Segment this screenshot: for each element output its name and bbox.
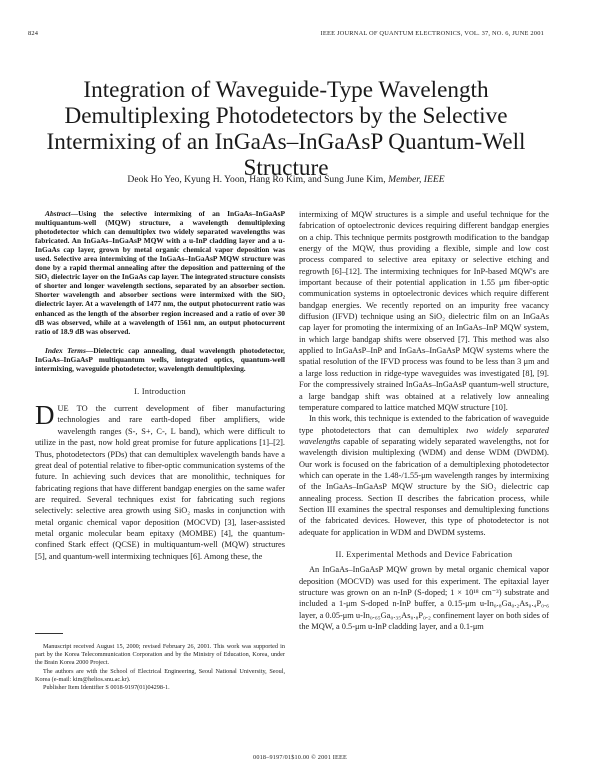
- author-line: [28, 174, 544, 185]
- drop-cap: D: [35, 400, 55, 431]
- copyright-footer: 0018–9197/01$10.00 © 2001 IEEE: [253, 754, 347, 761]
- methods-paragraph-1: An InGaAs–InGaAsP MQW grown by metal organic chemical vapor deposition (MOCVD) was used for this experiment. The epitaxial layer structure was grown on an n-InP (S-doped; 1 × 10¹⁸ cm⁻³) substrate and included a 1-μm S-doped n-InP buffer, a 0.15-μm u-In₀.₈Ga₀.₂As₀.₄P₀.₆ layer, a 0.05-μm u-In₀.₆₅Ga₀.₃₅As₀.₈P₀.₂ confinement layer on both sides of the MQW, a 0.5-μm u-InP cladding layer, and a 0.1-μm: [299, 565, 549, 632]
- intro-paragraph-3-emphasis: two widely separated wavelengths: [299, 425, 549, 446]
- section-heading-introduction: I. Introduction: [134, 386, 186, 396]
- abstract: [35, 209, 285, 336]
- footnote-publisher-id: Publisher Item Identifier S 0018-9197(01)04298-1.: [43, 684, 170, 692]
- section-heading-methods: II. Experimental Methods and Device Fabrication: [335, 549, 513, 559]
- abstract-label: Abstract—: [45, 209, 79, 218]
- intro-paragraph-3-start: In this work, this technique is extended to the fabrication of waveguide type photodetectors that can demultiplex: [299, 414, 549, 435]
- footnote-affiliation: The authors are with the School of Electrical Engineering, Seoul National University, Seoul, Korea (e-mail: kim@helios.snu.ac.kr).: [35, 667, 285, 683]
- paper-title: Integration of Waveguide-Type Wavelength Demultiplexing Photodetectors by the Selective Intermixing of an InGaAs–InGaAsP Quantum-Well Structure: [46, 76, 526, 182]
- page-number: 824: [28, 30, 39, 37]
- author-names: Deok Ho Yeo, Kyung H. Yoon, Hang Ro Kim, and Sung June Kim,: [127, 174, 386, 185]
- footnotes: [35, 643, 285, 692]
- footnote-manuscript: Manuscript received August 15, 2000; revised February 26, 2001. This work was supported in part by the Korea Telecommunication Corporation and by the Ministry of Education, Korea, under the Brain Korea 2000 Project.: [35, 643, 285, 667]
- intro-paragraph-1-text: UE TO the current development of fiber manufacturing technologies and rare earth-doped fiber amplifiers, wide wavelength ranges (S-, S+, C-, L band), which were difficult to utilize in the past, now hold great promise for future applications [1]–[2]. Thus, photodetectors (PDs) that can demultiplex wavelength bands have a great deal of potential relative to fiber-optic communication systems of the future. In achieving such devices that are monolithic, techniques for fabricating regions that have different bandgap energies on the same wafer are required. Several techniques exist for fabricating such regions selectively: selective area growth using SiO₂ masks in conjunction with metal organic chemical vapor deposition (MOCVD) [3], laser-assisted metal organic molecular beam epitaxy (MOMBE) [4], the quantum-confined Stark effect (QCSE) in multiquantum-well (MQW) structures [5], and quantum-well intermixing techniques [6]. Among these, the: [35, 404, 285, 561]
- index-terms-text: Dielectric cap annealing, dual wavelength photodetector, InGaAs–InGaAsP multiquantum wells, integrated optics, quantum-well intermixing, waveguide photodetector, wavelength demultiplexing.: [35, 345, 285, 373]
- left-column: [35, 209, 285, 562]
- index-terms: [35, 346, 285, 373]
- index-terms-label: Index Terms—: [45, 345, 94, 355]
- footnote-divider: [35, 633, 63, 634]
- journal-header: IEEE JOURNAL OF QUANTUM ELECTRONICS, VOL. 37, NO. 6, JUNE 2001: [320, 30, 544, 37]
- intro-paragraph-2: intermixing of MQW structures is a simple and useful technique for the fabrication of optoelectronic devices requiring different bandgap energies on a chip. This technique permits postgrowth modification to the bandgap energy of the MQW, thus providing a flexible, simple and low cost process compared to selective area epitaxy or selective etching and regrowth [6]–[12]. The intermixing techniques for InP-based MQW's are important because of their potential application in 1.55 μm fiber-optic communication systems in optoelectronic devices which require different bandgap energies. We recently reported on an impurity free vacancy diffusion (IFVD) technique using an SiO₂ dielectric film on an InGaAs cap layer for promoting the intermixing of an InGaAs–InP MQW system, in which large bandgap shifts were observed [7]. This method was also applied to InGaAsP–InP and InGaAs–InGaAsP MQW systems where the spatial resolution of the IFVD process was found to be less than 3 μm and a large loss reduction in ridge-type waveguides was investigated [8], [9]. For the compressively strained InGaAs–InGaAsP quantum-well structure, a large bandgap shift was obtained at a relatively low annealing temperature compared to lattice matched MQW structure [10].: [299, 210, 549, 412]
- author-membership: Member, IEEE: [388, 174, 445, 185]
- intro-paragraph-3: [299, 413, 549, 538]
- intro-paragraph-1: [35, 400, 285, 562]
- right-column: [299, 209, 549, 632]
- intro-paragraph-3-end: capable of separating widely separated wavelengths, not for wavelength division multiplexing (WDM) and dense WDM (DWDM). Our work is focused on the fabrication of a demultiplexing photodetector which can operate in the 1.48-/1.55-μm wavelength ranges by intermixing of the InGaAs–InGaAsP MQW structure by the SiO₂ dielectric cap annealing process. Section II describes the fabrication process, while Section III examines the spectral responses and demultiplexing functions of the fabricated devices. However, this type of photodetector is not adequate for application in WDM and DWDM systems.: [299, 436, 549, 537]
- abstract-text: Using the selective intermixing of an InGaAs–InGaAsP multiquantum-well (MQW) structure, a wavelength demultiplexing photodetector which can demultiplex two widely separated wavelengths was fabricated. An InGaAs–InGaAsP MQW with a u-InP cladding layer and a u-InGaAs cap layer, grown by metal organic chemical vapor deposition was used. Selective area intermixing of the InGaAs–InGaAsP MQW structure was done by a rapid thermal annealing after the deposition and patterning of the SiO₂ dielectric layer on the InGaAs cap layer. The integrated structure consists of shorter and longer wavelength sections, separated by an absorber section. Shorter wavelength and absorber sections were intermixed with the SiO₂ dielectric layer. At a wavelength of 1477 nm, the output photocurrent ratio was enhanced as the length of the absorber region increased and a ratio of over 30 dB was observed, while at a wavelength of 1561 nm, an output photocurrent ratio of 18.9 dB was observed.: [35, 209, 285, 336]
